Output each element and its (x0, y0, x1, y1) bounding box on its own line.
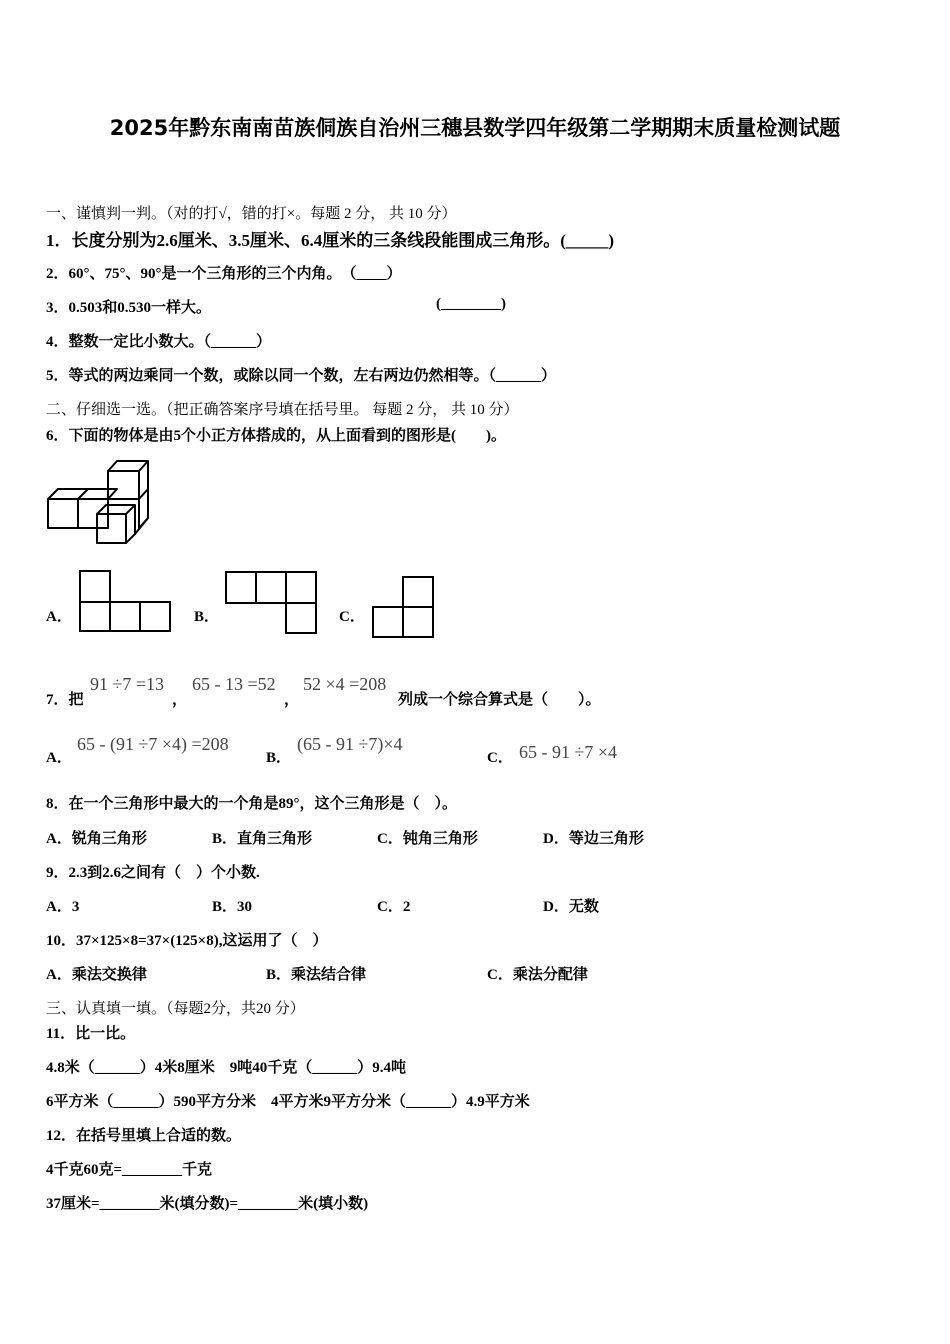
question-5: 5．等式的两边乘同一个数，或除以同一个数，左右两边仍然相等。（______） (46, 368, 557, 384)
q6-option-b-figure (224, 570, 320, 636)
q6-option-b-label: B． (194, 609, 220, 625)
q7-equation-3: 52 ×4 =208 (303, 674, 387, 694)
q7-option-c-label: C． (487, 750, 513, 766)
question-4: 4．整数一定比小数大。（______） (46, 334, 272, 350)
q7-comma-1: ， (172, 692, 188, 708)
q6-option-c-label: C． (339, 609, 365, 625)
q7-equation-2: 65 - 13 =52 (192, 674, 276, 694)
q9-option-d: D．无数 (543, 899, 599, 915)
question-3-blank: (________) (436, 296, 506, 312)
q10-option-a: A．乘法交换律 (46, 967, 147, 983)
q6-option-a-label: A． (46, 609, 72, 625)
q11-line-1: 4.8米（______）4米8厘米 9吨40千克（______）9.4吨 (46, 1060, 407, 1076)
q11-line-2: 6平方米（______）590平方分米 4平方米9平方分米（______）4.9平方米 (46, 1094, 530, 1110)
question-2: 2．60°、75°、90°是一个三角形的三个内角。 （____） (46, 266, 402, 282)
section-3-heading: 三、认真填一填。（每题2分，共20 分） (46, 1001, 305, 1017)
q12-line-1: 4千克60克=________千克 (46, 1162, 213, 1178)
question-11: 11．比一比。 (46, 1026, 136, 1042)
q9-option-c: C．2 (377, 899, 411, 915)
q8-option-c: C．钝角三角形 (377, 831, 478, 847)
section-2-heading: 二、仔细选一选。（把正确答案序号填在括号里。 每题 2 分， 共 10 分） (46, 402, 519, 418)
question-10: 10．37×125×8=37×(125×8),这运用了（ ） (46, 933, 328, 949)
q8-option-b: B．直角三角形 (212, 831, 313, 847)
q12-line-2: 37厘米=________米(填分数)=________米(填小数) (46, 1196, 369, 1212)
question-3: 3．0.503和0.530一样大。 (46, 300, 212, 316)
cube-stack-figure (44, 455, 156, 547)
page-title: 2025年黔东南南苗族侗族自治州三穗县数学四年级第二学期期末质量检测试题 (109, 116, 841, 140)
q7-option-a-label: A． (46, 750, 72, 766)
question-12: 12．在括号里填上合适的数。 (46, 1128, 242, 1144)
q7-option-b-expr: (65 - 91 ÷7)×4 (297, 734, 403, 754)
q7-option-b-label: B． (266, 750, 292, 766)
q6-option-a-figure (78, 568, 174, 634)
question-1: 1．长度分别为2.6厘米、3.5厘米、6.4厘米的三条线段能围成三角形。(_____) (46, 231, 615, 250)
q9-option-b: B．30 (212, 899, 253, 915)
q9-option-a: A．3 (46, 899, 80, 915)
question-7-prefix: 7．把 (46, 692, 84, 708)
q10-option-b: B．乘法结合律 (266, 967, 367, 983)
q7-option-c-expr: 65 - 91 ÷7 ×4 (519, 742, 618, 762)
question-6: 6．下面的物体是由5个小正方体搭成的，从上面看到的图形是( )。 (46, 428, 506, 444)
question-9: 9．2.3到2.6之间有（ ）个小数. (46, 865, 260, 881)
question-7-suffix: 列成一个综合算式是（ ）。 (398, 692, 601, 708)
q10-option-c: C．乘法分配律 (487, 967, 588, 983)
section-1-heading: 一、谨慎判一判。（对的打√，错的打×。每题 2 分， 共 10 分） (46, 206, 457, 222)
q8-option-a: A．锐角三角形 (46, 831, 147, 847)
q7-equation-1: 91 ÷7 =13 (90, 674, 165, 694)
q7-comma-2: ， (284, 692, 300, 708)
q6-option-c-figure (370, 575, 438, 641)
q7-option-a-expr: 65 - (91 ÷7 ×4) =208 (77, 734, 229, 754)
q8-option-d: D．等边三角形 (543, 831, 644, 847)
question-8: 8．在一个三角形中最大的一个角是89°，这个三角形是（ ）。 (46, 796, 458, 812)
